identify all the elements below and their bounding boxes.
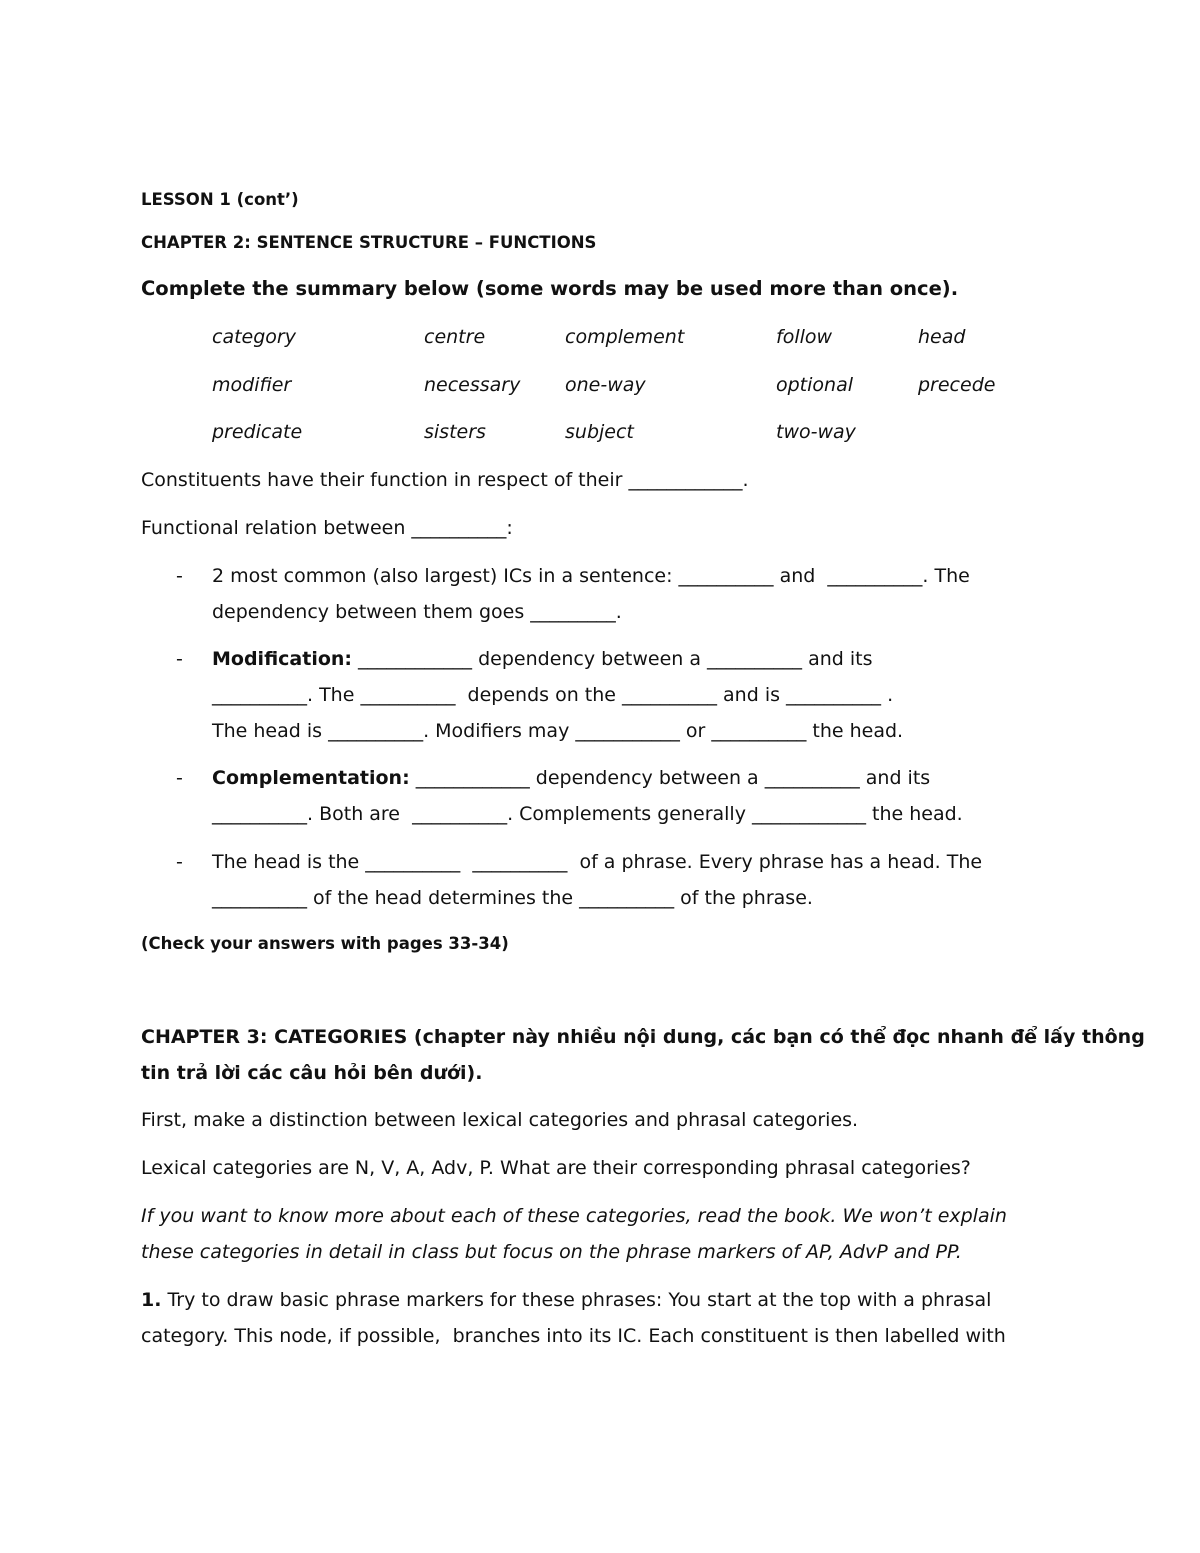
check-answers-note: (Check your answers with pages 33-34): [141, 934, 509, 953]
word-bank-item: complement: [565, 326, 685, 348]
bullet2-line3: The head is __________. Modifiers may ___________ or __________ the head.: [212, 720, 904, 742]
bullet2-line2: __________. The __________ depends on the __________ and is __________ .: [212, 684, 894, 706]
bullet3-line2: __________. Both are __________. Complements generally ____________ the head.: [212, 803, 963, 825]
bullet1-line1: 2 most common (also largest) ICs in a sentence: __________ and __________. The: [212, 565, 970, 587]
modification-label: Modification:: [212, 648, 353, 670]
bullet1-line2: dependency between them goes _________.: [212, 601, 622, 623]
word-bank-item: category: [212, 326, 296, 348]
word-bank-item: optional: [776, 374, 854, 396]
constituents-line: Constituents have their function in respect of their ____________.: [141, 469, 749, 491]
bullet-dash: -: [176, 648, 183, 670]
word-bank-item: sisters: [424, 421, 486, 443]
question1-number: 1.: [141, 1289, 162, 1311]
chapter3-note-line1: If you want to know more about each of these categories, read the book. We won’t explain: [141, 1205, 1007, 1227]
bullet2-line1-text: ____________ dependency between a __________ and its: [352, 648, 873, 670]
bullet3-line1: [212, 766, 930, 790]
bullet3-line1-text: ____________ dependency between a __________ and its: [409, 767, 931, 789]
word-bank-item: head: [918, 326, 966, 348]
word-bank-item: follow: [776, 326, 833, 348]
question1-line2: category. This node, if possible, branches into its IC. Each constituent is then labelled with: [141, 1325, 1006, 1347]
word-bank-item: precede: [918, 374, 996, 396]
bullet4-line1: The head is the __________ __________ of a phrase. Every phrase has a head. The: [212, 851, 983, 873]
chapter3-note-line2: these categories in detail in class but focus on the phrase markers of AP, AdvP and PP.: [141, 1241, 962, 1263]
word-bank-item: two-way: [776, 421, 856, 443]
instruction: Complete the summary below (some words may be used more than once).: [141, 277, 959, 300]
word-bank-item: necessary: [424, 374, 521, 396]
bullet-dash: -: [176, 851, 183, 873]
bullet2-line1: [212, 647, 873, 671]
chapter3-title-line1: CHAPTER 3: CATEGORIES (chapter này nhiều nội dung, các bạn có thể đọc nhanh để lấy thông: [141, 1026, 1145, 1048]
complementation-label: Complementation:: [212, 767, 410, 789]
bullet-dash: -: [176, 767, 183, 789]
word-bank-item: modifier: [212, 374, 292, 396]
bullet-dash: -: [176, 565, 183, 587]
bullet4-line2: __________ of the head determines the __________ of the phrase.: [212, 887, 813, 909]
question1-line1: [141, 1288, 991, 1312]
chapter3-paragraph2: Lexical categories are N, V, A, Adv, P. What are their corresponding phrasal categories?: [141, 1157, 971, 1179]
word-bank-item: subject: [565, 421, 634, 443]
word-bank-item: centre: [424, 326, 486, 348]
chapter2-title: CHAPTER 2: SENTENCE STRUCTURE – FUNCTIONS: [141, 233, 597, 252]
question1-line1-text: Try to draw basic phrase markers for these phrases: You start at the top with a phrasal: [161, 1289, 992, 1311]
chapter3-title-line2: tin trả lời các câu hỏi bên dưới).: [141, 1062, 483, 1084]
word-bank-item: predicate: [212, 421, 303, 443]
functional-relation-line: Functional relation between __________:: [141, 517, 513, 539]
chapter3-paragraph1: First, make a distinction between lexical categories and phrasal categories.: [141, 1109, 859, 1131]
word-bank-item: one-way: [565, 374, 646, 396]
lesson-title: LESSON 1 (cont’): [141, 190, 299, 209]
